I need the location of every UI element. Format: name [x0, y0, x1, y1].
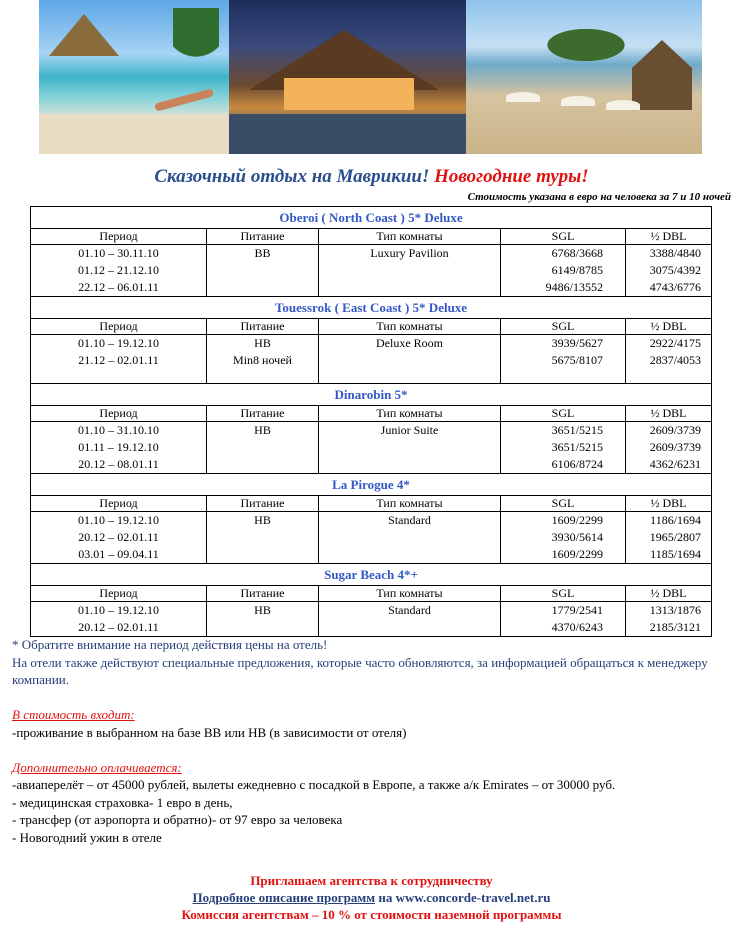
meal-cell-line: HB — [254, 336, 271, 350]
extra-item: - трансфер (от аэропорта и обратно)- от 97 евро за человека — [12, 812, 343, 827]
extra-heading: Дополнительно оплачивается: — [12, 759, 182, 775]
dbl-cell-line: 4362/6231 — [649, 457, 702, 471]
special-offers-text: На отели также действуют специальные предложения, которые часто обновляются, за информацией обращаться к менеджеру компании. — [12, 654, 708, 687]
meal-cell — [207, 512, 319, 564]
period-cell-line: 01.10 – 19.12.10 — [78, 513, 159, 527]
column-header: Питание — [207, 586, 319, 602]
sgl-cell — [501, 335, 626, 384]
meal-cell-line: HB — [254, 603, 271, 617]
meal-cell — [207, 602, 319, 637]
hotel-header-row — [31, 297, 712, 319]
column-header: Тип комнаты — [319, 496, 501, 512]
hotel-name: Dinarobin 5* — [31, 384, 712, 406]
footer — [0, 872, 743, 923]
period-cell — [31, 512, 207, 564]
sgl-cell-line: 3651/5215 — [551, 423, 603, 437]
meal-cell — [207, 422, 319, 474]
meal-cell-line: Min8 ночей — [233, 353, 292, 367]
price-table — [30, 206, 712, 637]
dbl-cell-line: 1186/1694 — [650, 513, 702, 527]
sgl-cell-line: 1609/2299 — [551, 513, 603, 527]
room-cell — [319, 512, 501, 564]
column-header: SGL — [501, 496, 626, 512]
room-cell — [319, 335, 501, 384]
dbl-cell-line: 1185/1694 — [650, 547, 702, 561]
column-header-row — [31, 229, 712, 245]
period-cell-line: 03.01 – 09.04.11 — [78, 547, 159, 561]
table-row — [31, 602, 712, 637]
column-header: SGL — [501, 319, 626, 335]
column-header: SGL — [501, 229, 626, 245]
dbl-cell — [626, 602, 712, 637]
dbl-cell — [626, 512, 712, 564]
room-type: Deluxe Room — [376, 336, 443, 350]
column-header: Тип комнаты — [319, 586, 501, 602]
sgl-cell — [501, 245, 626, 297]
column-header: Тип комнаты — [319, 319, 501, 335]
period-cell-line: 01.10 – 30.11.10 — [78, 246, 159, 260]
meal-cell — [207, 335, 319, 384]
dbl-cell — [626, 422, 712, 474]
column-header: Период — [31, 496, 207, 512]
sgl-cell — [501, 512, 626, 564]
period-cell — [31, 422, 207, 474]
beach-umbrellas-photo — [466, 0, 702, 154]
dbl-cell-line: 1313/1876 — [649, 603, 702, 617]
column-header: Тип комнаты — [319, 229, 501, 245]
hotel-name: Touessrok ( East Coast ) 5* Deluxe — [31, 297, 712, 319]
room-type: Standard — [388, 513, 431, 527]
photo-strip — [39, 0, 702, 154]
hotel-name: Sugar Beach 4*+ — [31, 564, 712, 586]
table-row — [31, 335, 712, 384]
hotel-header-row — [31, 384, 712, 406]
meal-cell-line: HB — [254, 513, 271, 527]
column-header: Питание — [207, 406, 319, 422]
table-row — [31, 245, 712, 297]
sgl-cell-line: 4370/6243 — [551, 620, 603, 634]
period-cell — [31, 245, 207, 297]
column-header: Питание — [207, 229, 319, 245]
dbl-cell-line: 2837/4053 — [649, 353, 702, 367]
dbl-cell-line: 2922/4175 — [649, 336, 702, 350]
validity-warning: * Обратите внимание на период действия цены на отель! — [12, 637, 328, 652]
title-main: Сказочный отдых на Маврикии! — [154, 166, 430, 187]
sgl-cell-line: 1779/2541 — [551, 603, 603, 617]
meal-cell-line: HB — [254, 423, 271, 437]
beach-lounger-photo — [39, 0, 229, 154]
sgl-cell-line: 5675/8107 — [551, 353, 603, 367]
period-cell-line: 01.10 – 31.10.10 — [78, 423, 159, 437]
site-address: на www.concorde-travel.net.ru — [375, 890, 551, 905]
dbl-cell — [626, 245, 712, 297]
hotel-header-row — [31, 474, 712, 496]
sgl-cell-line: 6149/8785 — [551, 263, 603, 277]
column-header: Период — [31, 319, 207, 335]
period-cell — [31, 602, 207, 637]
column-header: ½ DBL — [626, 496, 712, 512]
page-title — [0, 166, 743, 188]
column-header: Тип комнаты — [319, 406, 501, 422]
hotel-name: La Pirogue 4* — [31, 474, 712, 496]
column-header: ½ DBL — [626, 319, 712, 335]
period-cell — [31, 335, 207, 384]
period-cell-line: 20.12 – 02.01.11 — [78, 530, 159, 544]
sgl-cell-line: 1609/2299 — [551, 547, 603, 561]
villa-evening-photo — [229, 0, 466, 154]
sgl-cell — [501, 422, 626, 474]
column-header: Период — [31, 406, 207, 422]
period-cell-line: 20.12 – 02.01.11 — [78, 620, 159, 634]
title-newyear: Новогодние туры! — [434, 166, 589, 187]
hotel-header-row — [31, 564, 712, 586]
meal-cell-line: BB — [254, 246, 271, 260]
period-cell-line: 22.12 – 06.01.11 — [78, 280, 159, 294]
notes-section — [12, 636, 737, 846]
extra-item: - Новогодний ужин в отеле — [12, 829, 162, 845]
sgl-cell-line: 3930/5614 — [551, 530, 603, 544]
column-header: SGL — [501, 406, 626, 422]
included-heading: В стоимость входит: — [12, 707, 135, 722]
room-cell — [319, 422, 501, 474]
sgl-cell-line: 3651/5215 — [551, 440, 603, 454]
extra-item: - медицинская страховка- 1 евро в день, — [12, 794, 233, 810]
dbl-cell-line: 2609/3739 — [649, 423, 702, 437]
period-cell-line: 01.11 – 19.12.10 — [78, 440, 159, 454]
room-cell — [319, 602, 501, 637]
room-type: Junior Suite — [380, 423, 439, 437]
column-header: Питание — [207, 319, 319, 335]
sgl-cell-line: 9486/13552 — [545, 280, 603, 294]
column-header-row — [31, 496, 712, 512]
column-header: Период — [31, 229, 207, 245]
period-cell-line: 21.12 – 02.01.11 — [78, 353, 159, 367]
table-row — [31, 512, 712, 564]
dbl-cell-line: 4743/6776 — [649, 280, 702, 294]
column-header: Период — [31, 586, 207, 602]
hotel-header-row — [31, 207, 712, 229]
partnership-invite: Приглашаем агентства к сотрудничеству — [250, 873, 493, 888]
dbl-cell — [626, 335, 712, 384]
dbl-cell-line: 3388/4840 — [649, 246, 702, 260]
column-header-row — [31, 586, 712, 602]
dbl-cell-line: 3075/4392 — [649, 263, 702, 277]
room-type: Luxury Pavilion — [370, 246, 449, 260]
extra-item: -авиаперелёт – от 45000 рублей, вылеты ежедневно с посадкой в Европе, а также а/к Emirates – от 30000 руб. — [12, 777, 616, 792]
period-cell-line: 20.12 – 08.01.11 — [78, 457, 159, 471]
period-cell-line: 01.12 – 21.12.10 — [78, 263, 159, 277]
period-cell-line: 01.10 – 19.12.10 — [78, 603, 159, 617]
included-item: -проживание в выбранном на базе BB или HB (в зависимости от отеля) — [12, 724, 407, 740]
table-row — [31, 422, 712, 474]
price-note: Стоимость указана в евро на человека за 7 и 10 ночей — [467, 191, 731, 203]
programs-link[interactable]: Подробное описание программ — [192, 890, 376, 905]
sgl-cell — [501, 602, 626, 637]
sgl-cell-line: 3939/5627 — [551, 336, 603, 350]
room-type: Standard — [388, 603, 431, 617]
column-header-row — [31, 406, 712, 422]
column-header: ½ DBL — [626, 586, 712, 602]
period-cell-line: 01.10 – 19.12.10 — [78, 336, 159, 350]
room-cell — [319, 245, 501, 297]
hotel-name: Oberoi ( North Coast ) 5* Deluxe — [31, 207, 712, 229]
dbl-cell-line: 2185/3121 — [649, 620, 702, 634]
dbl-cell-line: 1965/2807 — [649, 530, 702, 544]
column-header: Питание — [207, 496, 319, 512]
column-header-row — [31, 319, 712, 335]
dbl-cell-line: 2609/3739 — [649, 440, 702, 454]
sgl-cell-line: 6106/8724 — [551, 457, 603, 471]
sgl-cell-line: 6768/3668 — [551, 246, 603, 260]
meal-cell — [207, 245, 319, 297]
column-header: ½ DBL — [626, 229, 712, 245]
column-header: ½ DBL — [626, 406, 712, 422]
commission-text: Комиссия агентствам – 10 % от стоимости наземной программы — [181, 907, 562, 922]
column-header: SGL — [501, 586, 626, 602]
